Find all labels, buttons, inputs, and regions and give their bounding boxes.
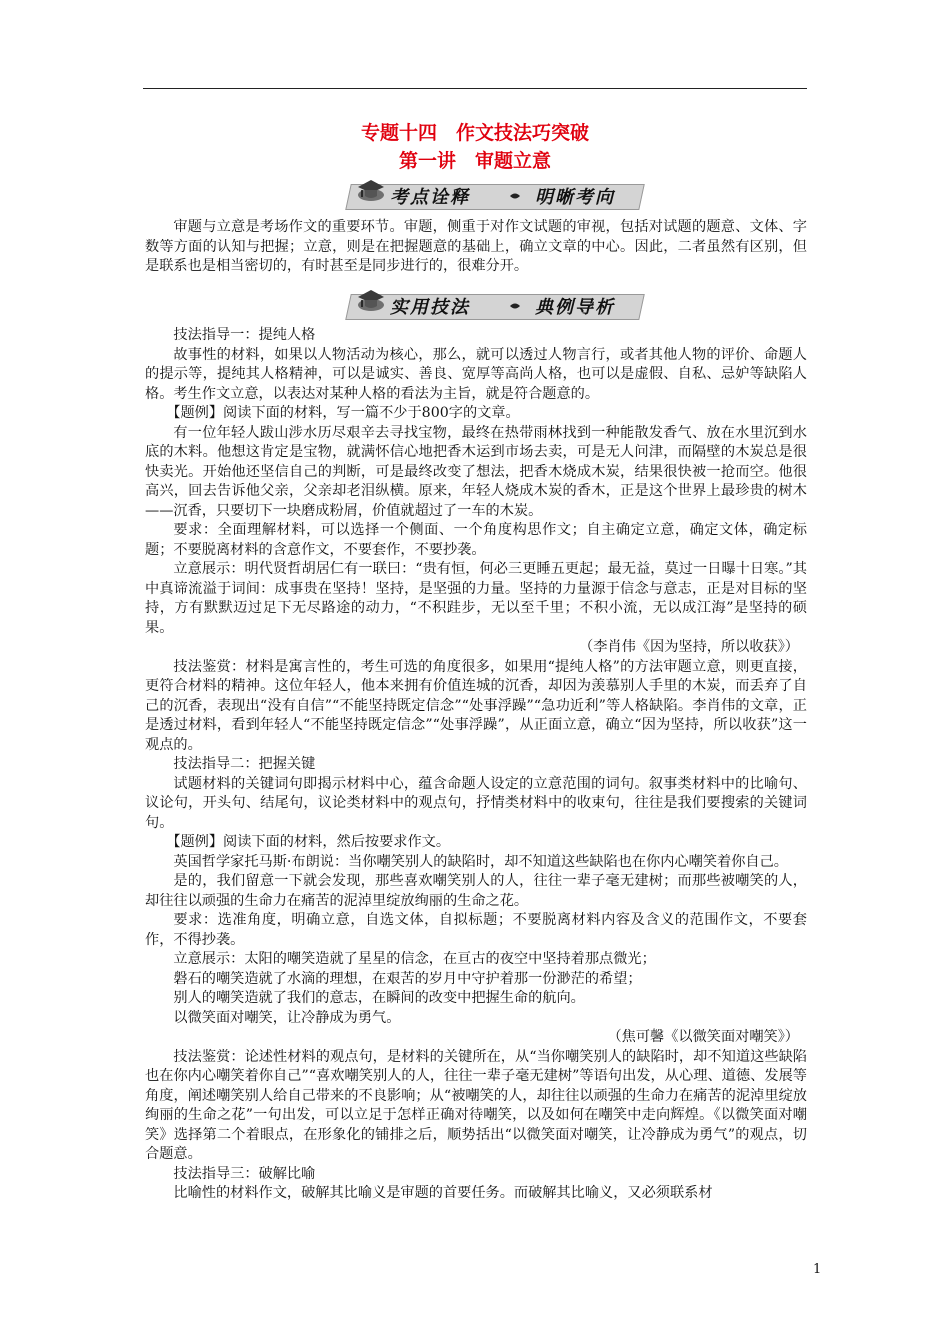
- body-paragraph: 技法鉴赏：材料是寓言性的，考生可选的角度很多，如果用“提纯人格”的方法审题立意，则更直接，更符合材料的精神。这位年轻人，他本来拥有价值连城的沉香，却因为羡慕别人手里的木炭，而丢弃了自己的沉香，表现出“没有自信”“不能坚持既定信念”“处事浮躁”“急功近利”等人格缺陷。李肖伟的文章，正是透过材料，看到年轻人“不能坚持既定信念”“处事浮躁”，从正面立意，确立“因为坚持，所以收获”这一观点的。: [145, 658, 807, 753]
- page-subtitle: 第一讲 审题立意: [398, 150, 551, 172]
- page-number: 1: [813, 1262, 822, 1277]
- body-paragraph: 立意展示：明代贤哲胡居仁有一联曰：“贵有恒，何必三更睡五更起；最无益，莫过一日曝十日寒。”其中真谛流溢于词间：成事贵在坚持！坚持，是坚强的力量。坚持的力量源于信念与意志，正是对目标的坚持，方有默默迈过足下无尽路途的动力，“不积跬步，无以至千里；不积小流，无以成江海”是坚持的硕果。: [145, 561, 807, 636]
- method-heading-3: 技法指导三：破解比喻: [173, 1165, 316, 1182]
- banner-separator-icon: [508, 301, 522, 311]
- body-paragraph: 比喻性的材料作文，破解其比喻义是审题的首要任务。而破解其比喻义，又必须联系材: [173, 1185, 713, 1201]
- body-paragraph: 要求：选准角度，明确立意，自选文体，自拟标题；不要脱离材料内容及含义的范围作文，不要套作，不得抄袭。: [145, 912, 807, 948]
- body-paragraph: 是的，我们留意一下就会发现，那些喜欢嘲笑别人的人，往往一辈子毫无建树；而那些被嘲笑的人，却往往以顽强的生命力在痛苦的泥淖里绽放绚丽的生命之花。: [145, 873, 807, 909]
- example-prompt-1: 【题例】阅读下面的材料，写一篇不少于800字的文章。: [166, 405, 520, 421]
- page-title: 专题十四 作文技法巧突破: [360, 122, 589, 144]
- body-paragraph: 立意展示：太阳的嘲笑造就了星星的信念，在亘古的夜空中坚持着那点微光；: [173, 951, 656, 967]
- citation-1: （李肖伟《因为坚持，所以收获》）: [579, 639, 799, 655]
- body-paragraph: 试题材料的关键词句即揭示材料中心，蕴含命题人设定的立意范围的词句。叙事类材料中的比喻句、议论句，开头句、结尾句，议论类材料中的观点句，抒情类材料中的收束句，往往是我们要搜索的关键词句。: [145, 775, 807, 831]
- body-paragraph: 有一位年轻人跋山涉水历尽艰辛去寻找宝物，最终在热带雨林找到一种能散发香气、放在水里沉到水底的木料。他想这肯定是宝物，就满怀信心地把香木运到市场去卖，可是无人问津，而隔壁的木炭总是很快卖光。开始他还坚信自己的判断，可是最终改变了想法，把香木烧成木炭，结果很快被一抢而空。他很高兴，回去告诉他父亲，父亲却老泪纵横。原来，年轻人烧成木炭的香木，正是这个世界上最珍贵的树木——沉香，只要切下一块磨成粉屑，价值就超过了一车的木炭。: [145, 424, 807, 519]
- banner-2-left-label: 实用技法: [390, 297, 470, 318]
- method-heading-1: 技法指导一：提纯人格: [173, 327, 316, 343]
- body-paragraph: 英国哲学家托马斯·布朗说：当你嘲笑别人的缺陷时，却不知道这些缺陷也在你内心嘲笑着你自己。: [173, 853, 788, 870]
- intro-block: [145, 218, 807, 277]
- banner-separator-icon: [508, 191, 522, 201]
- header-rule: [143, 88, 807, 89]
- body-paragraph: 技法鉴赏：论述性材料的观点句，是材料的关键所在，从“当你嘲笑别人的缺陷时，却不知道这些缺陷也在你内心嘲笑着你自己”“喜欢嘲笑别人的人，往往一辈子毫无建树”等语句出发，从心理、道德、发展等角度，阐述嘲笑别人给自己带来的不良影响；从“被嘲笑的人，却往往以顽强的生命力在痛苦的泥淖里绽放绚丽的生命之花”一句出发，可以立足于怎样正确对待嘲笑，以及如何在嘲笑中走向辉煌。《以微笑面对嘲笑》选择第二个着眼点，在形象化的铺排之后，顺势括出“以微笑面对嘲笑，让冷静成为勇气”的观点，切合题意。: [145, 1048, 807, 1162]
- body-paragraph: 故事性的材料，如果以人物活动为核心，那么，就可以透过人物言行，或者其他人物的评价、命题人的提示等，提纯其人格精神，可以是诚实、善良、宽厚等高尚人格，也可以是虚假、自私、忌妒等缺陷人格。考生作文立意，以表达对某种人格的看法为主旨，就是符合题意的。: [145, 346, 807, 402]
- graduation-cap-icon: [356, 177, 386, 203]
- body-paragraph: 磐石的嘲笑造就了水滴的理想，在艰苦的岁月中守护着那一份渺茫的希望；: [173, 970, 642, 987]
- body-paragraph: 要求：全面理解材料，可以选择一个侧面、一个角度构思作文；自主确定立意，确定文体，确定标题；不要脱离材料的含意作文，不要套作，不要抄袭。: [145, 522, 807, 558]
- method-heading-2: 技法指导二：把握关键: [173, 756, 316, 772]
- body-paragraph: 别人的嘲笑造就了我们的意志，在瞬间的改变中把握生命的航向。: [173, 990, 585, 1006]
- banner-1-left-label: 考点诠释: [390, 187, 470, 208]
- intro-paragraph: 审题与立意是考场作文的重要环节。审题，侧重于对作文试题的审视，包括对试题的题意、文体、字数等方面的认知与把握；立意，则是在把握题意的基础上，确立文章的中心。因此，二者虽然有区别，但是联系也是相当密切的，有时甚至是同步进行的，很难分开。: [145, 219, 807, 274]
- section-banner-2: [330, 286, 645, 322]
- section-banner-1: [330, 176, 645, 212]
- banner-1-right-label: 明晰考向: [535, 187, 615, 208]
- banner-2-right-label: 典例导析: [535, 297, 615, 318]
- main-text: [145, 326, 807, 1204]
- citation-2: （焦可馨《以微笑面对嘲笑》）: [607, 1029, 799, 1045]
- graduation-cap-icon: [356, 287, 386, 313]
- body-paragraph: 以微笑面对嘲笑，让冷静成为勇气。: [173, 1009, 401, 1026]
- example-prompt-2: 【题例】阅读下面的材料，然后按要求作文。: [166, 834, 451, 850]
